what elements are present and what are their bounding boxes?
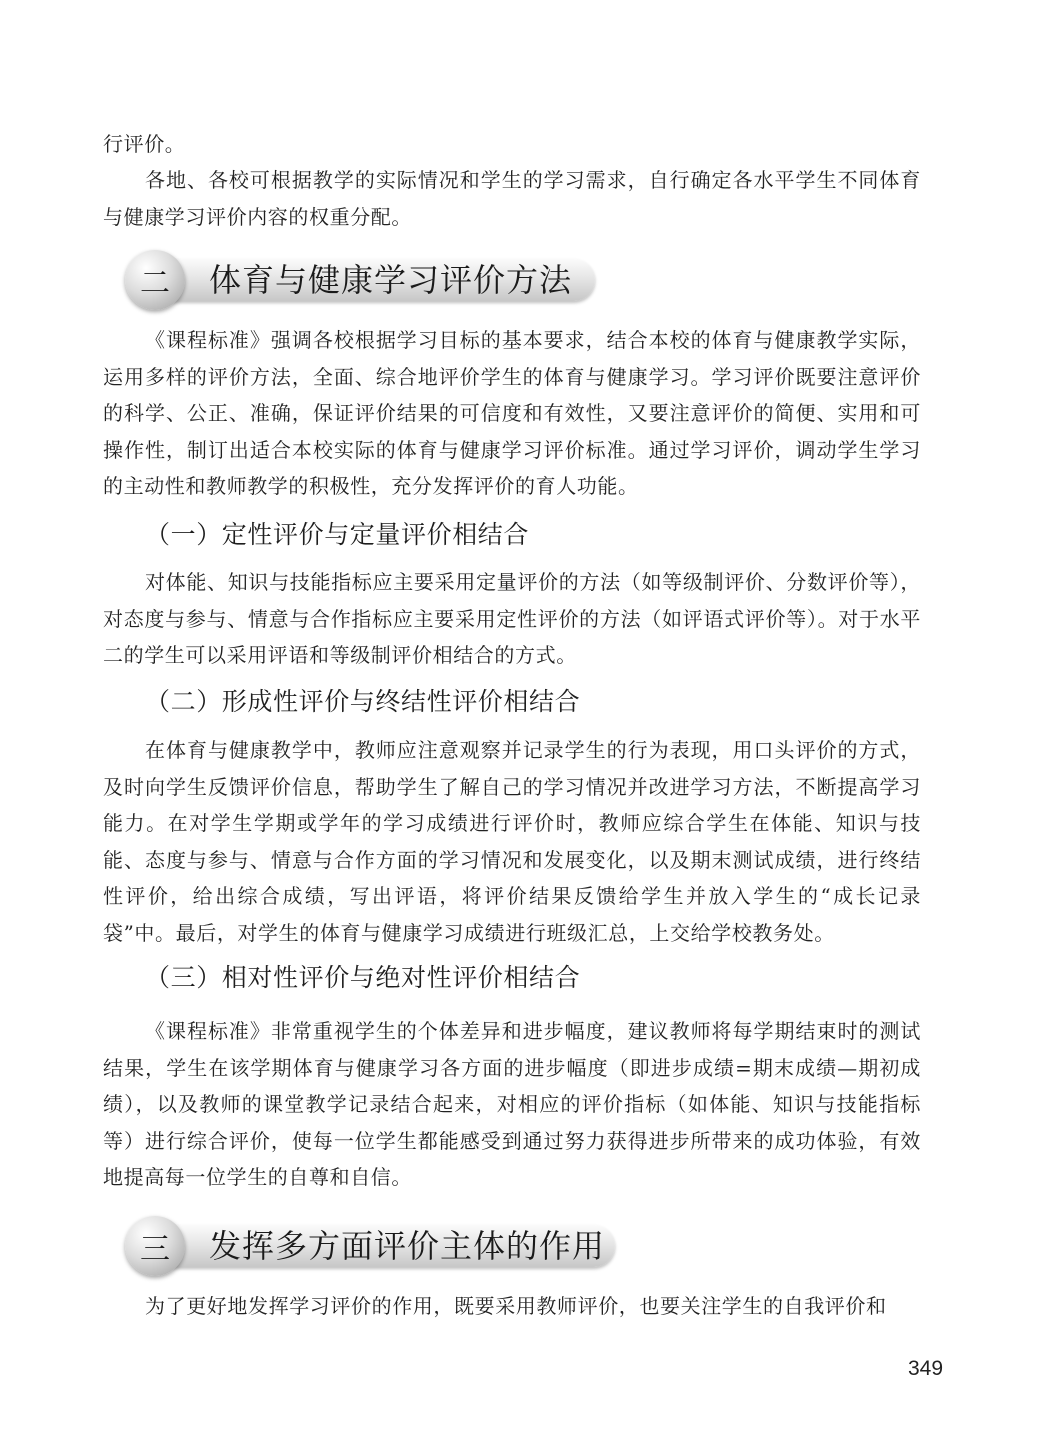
paragraph-weight-allocation: 各地、各校可根据教学的实际情况和学生的学习需求，自行确定各水平学生不同体育与健康学习评价内容的权重分配。 — [103, 168, 921, 229]
section-heading-3 — [125, 1216, 615, 1276]
paragraph-continuation: 行评价。 — [103, 132, 186, 156]
paragraph-relative-absolute: 《课程标准》非常重视学生的个体差异和进步幅度，建议教师将每学期结束时的测试结果，学生在该学期体育与健康学习各方面的进步幅度（即进步成绩=期末成绩—期初成绩），以及教师的课堂教学记录结合起来，对相应的评价指标（如体能、知识与技能指标等）进行综合评价，使每一位学生都能感受到通过努力获得进步所带来的成功体验，有效地提高每一位学生的自尊和自信。 — [103, 1019, 921, 1189]
section-number-badge: 二 — [125, 250, 185, 310]
subheading-relative-absolute: （三）相对性评价与绝对性评价相结合 — [145, 963, 581, 992]
paragraph-qualitative-quantitative: 对体能、知识与技能指标应主要采用定量评价的方法（如等级制评价、分数评价等），对态度与参与、情意与合作指标应主要采用定性评价的方法（如评语式评价等）。对于水平二的学生可以采用评语和等级制评价相结合的方式。 — [103, 570, 921, 667]
subheading-qualitative-quantitative: （一）定性评价与定量评价相结合 — [145, 520, 530, 549]
page-number: 349 — [908, 1357, 944, 1380]
section-heading-2 — [125, 250, 595, 310]
section-number-badge: 三 — [125, 1216, 185, 1276]
paragraph-evaluation-subjects: 为了更好地发挥学习评价的作用，既要采用教师评价，也要关注学生的自我评价和 — [145, 1294, 887, 1318]
subheading-formative-summative: （二）形成性评价与终结性评价相结合 — [145, 687, 581, 716]
paragraph-evaluation-methods: 《课程标准》强调各校根据学习目标的基本要求，结合本校的体育与健康教学实际，运用多样的评价方法，全面、综合地评价学生的体育与健康学习。学习评价既要注意评价的科学、公正、准确，保证评价结果的可信度和有效性，又要注意评价的简便、实用和可操作性，制订出适合本校实际的体育与健康学习评价标准。通过学习评价，调动学生学习的主动性和教师教学的积极性，充分发挥评价的育人功能。 — [103, 328, 921, 498]
section-heading-text: 体育与健康学习评价方法 — [209, 261, 573, 299]
paragraph-formative-summative: 在体育与健康教学中，教师应注意观察并记录学生的行为表现，用口头评价的方式，及时向学生反馈评价信息，帮助学生了解自己的学习情况并改进学习方法，不断提高学习能力。在对学生学期或学年的学习成绩进行评价时，教师应综合学生在体能、知识与技能、态度与参与、情意与合作方面的学习情况和发展变化，以及期末测试成绩，进行终结性评价，给出综合成绩，写出评语，将评价结果反馈给学生并放入学生的“成长记录袋”中。最后，对学生的体育与健康学习成绩进行班级汇总，上交给学校教务处。 — [103, 738, 921, 945]
section-heading-text: 发挥多方面评价主体的作用 — [209, 1227, 606, 1265]
